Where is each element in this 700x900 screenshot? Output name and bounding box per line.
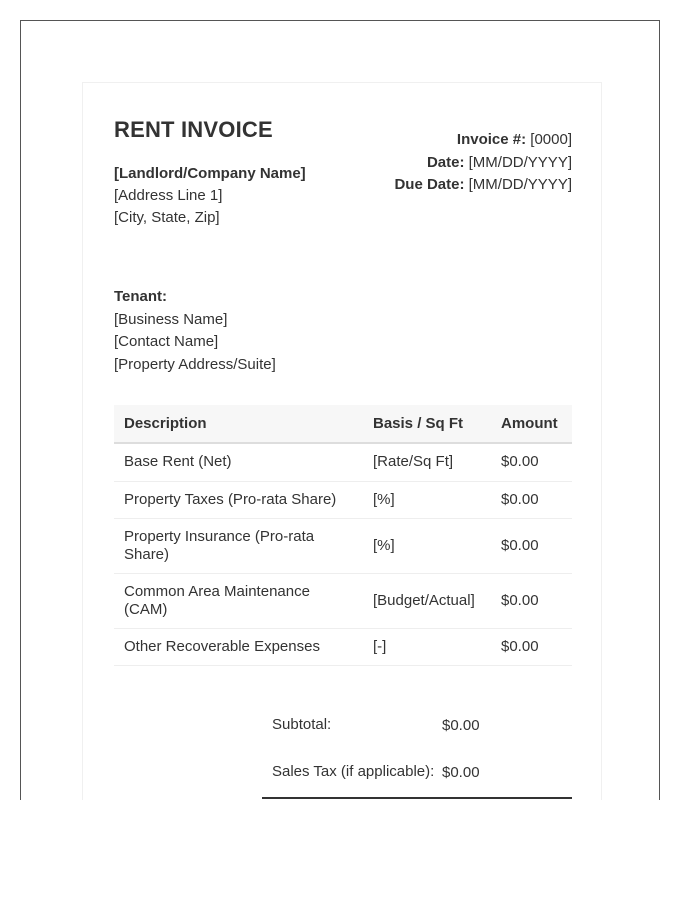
due-date-label: Due Date: [394, 176, 465, 193]
invoice-number-value: [0000] [530, 131, 572, 148]
row-basis: [%] [363, 518, 491, 573]
landlord-block [114, 163, 306, 229]
row-amount: $0.00 [491, 518, 572, 573]
line-items-table [114, 405, 572, 666]
header-description: Description [114, 405, 363, 443]
landlord-name: [Landlord/Company Name] [114, 165, 306, 182]
table-header-row [114, 405, 572, 443]
row-basis: [Budget/Actual] [363, 573, 491, 628]
subtotal-label: Subtotal: [272, 716, 332, 733]
table-row [114, 443, 572, 481]
invoice-date-label: Date: [426, 153, 465, 171]
header-basis: Basis / Sq Ft [363, 405, 491, 443]
invoice-date-value: [MM/DD/YYYY] [468, 153, 572, 171]
table-row [114, 628, 572, 665]
sales-tax-row [262, 747, 572, 799]
invoice-number-label: Invoice #: [456, 131, 527, 148]
table-row [114, 481, 572, 518]
table-row [114, 518, 572, 573]
row-amount: $0.00 [491, 443, 572, 481]
row-basis: [-] [363, 628, 491, 665]
row-basis: [Rate/Sq Ft] [363, 443, 491, 481]
due-date-line [394, 174, 572, 197]
header-amount: Amount [491, 405, 572, 443]
row-description: Common Area Maintenance (CAM) [114, 573, 363, 628]
invoice-page [82, 82, 602, 800]
row-amount: $0.00 [491, 628, 572, 665]
document-frame [20, 20, 660, 800]
row-amount: $0.00 [491, 481, 572, 518]
invoice-meta [394, 129, 572, 197]
row-description: Other Recoverable Expenses [114, 628, 363, 665]
subtotal-value: $0.00 [442, 716, 480, 734]
sales-tax-value: $0.00 [442, 763, 480, 781]
totals-block [262, 703, 572, 799]
row-description: Property Insurance (Pro-rata Share) [114, 518, 363, 573]
invoice-title: RENT INVOICE [114, 117, 273, 142]
tenant-contact-name: [Contact Name] [114, 333, 219, 350]
landlord-city-state-zip: [City, State, Zip] [114, 209, 220, 226]
landlord-address-line1: [Address Line 1] [114, 187, 223, 204]
due-date-value: [MM/DD/YYYY] [468, 176, 572, 193]
tenant-label: Tenant: [114, 288, 168, 305]
row-description: Property Taxes (Pro-rata Share) [114, 481, 363, 518]
sales-tax-label: Sales Tax (if applicable): [272, 763, 435, 780]
tenant-block [114, 286, 276, 376]
table-row [114, 573, 572, 628]
tenant-business-name: [Business Name] [114, 310, 228, 328]
invoice-number-line [394, 129, 572, 152]
row-description: Base Rent (Net) [114, 443, 363, 481]
subtotal-row [262, 703, 572, 747]
row-amount: $0.00 [491, 573, 572, 628]
row-basis: [%] [363, 481, 491, 518]
tenant-property-address: [Property Address/Suite] [114, 355, 276, 373]
invoice-date-line [394, 152, 572, 175]
